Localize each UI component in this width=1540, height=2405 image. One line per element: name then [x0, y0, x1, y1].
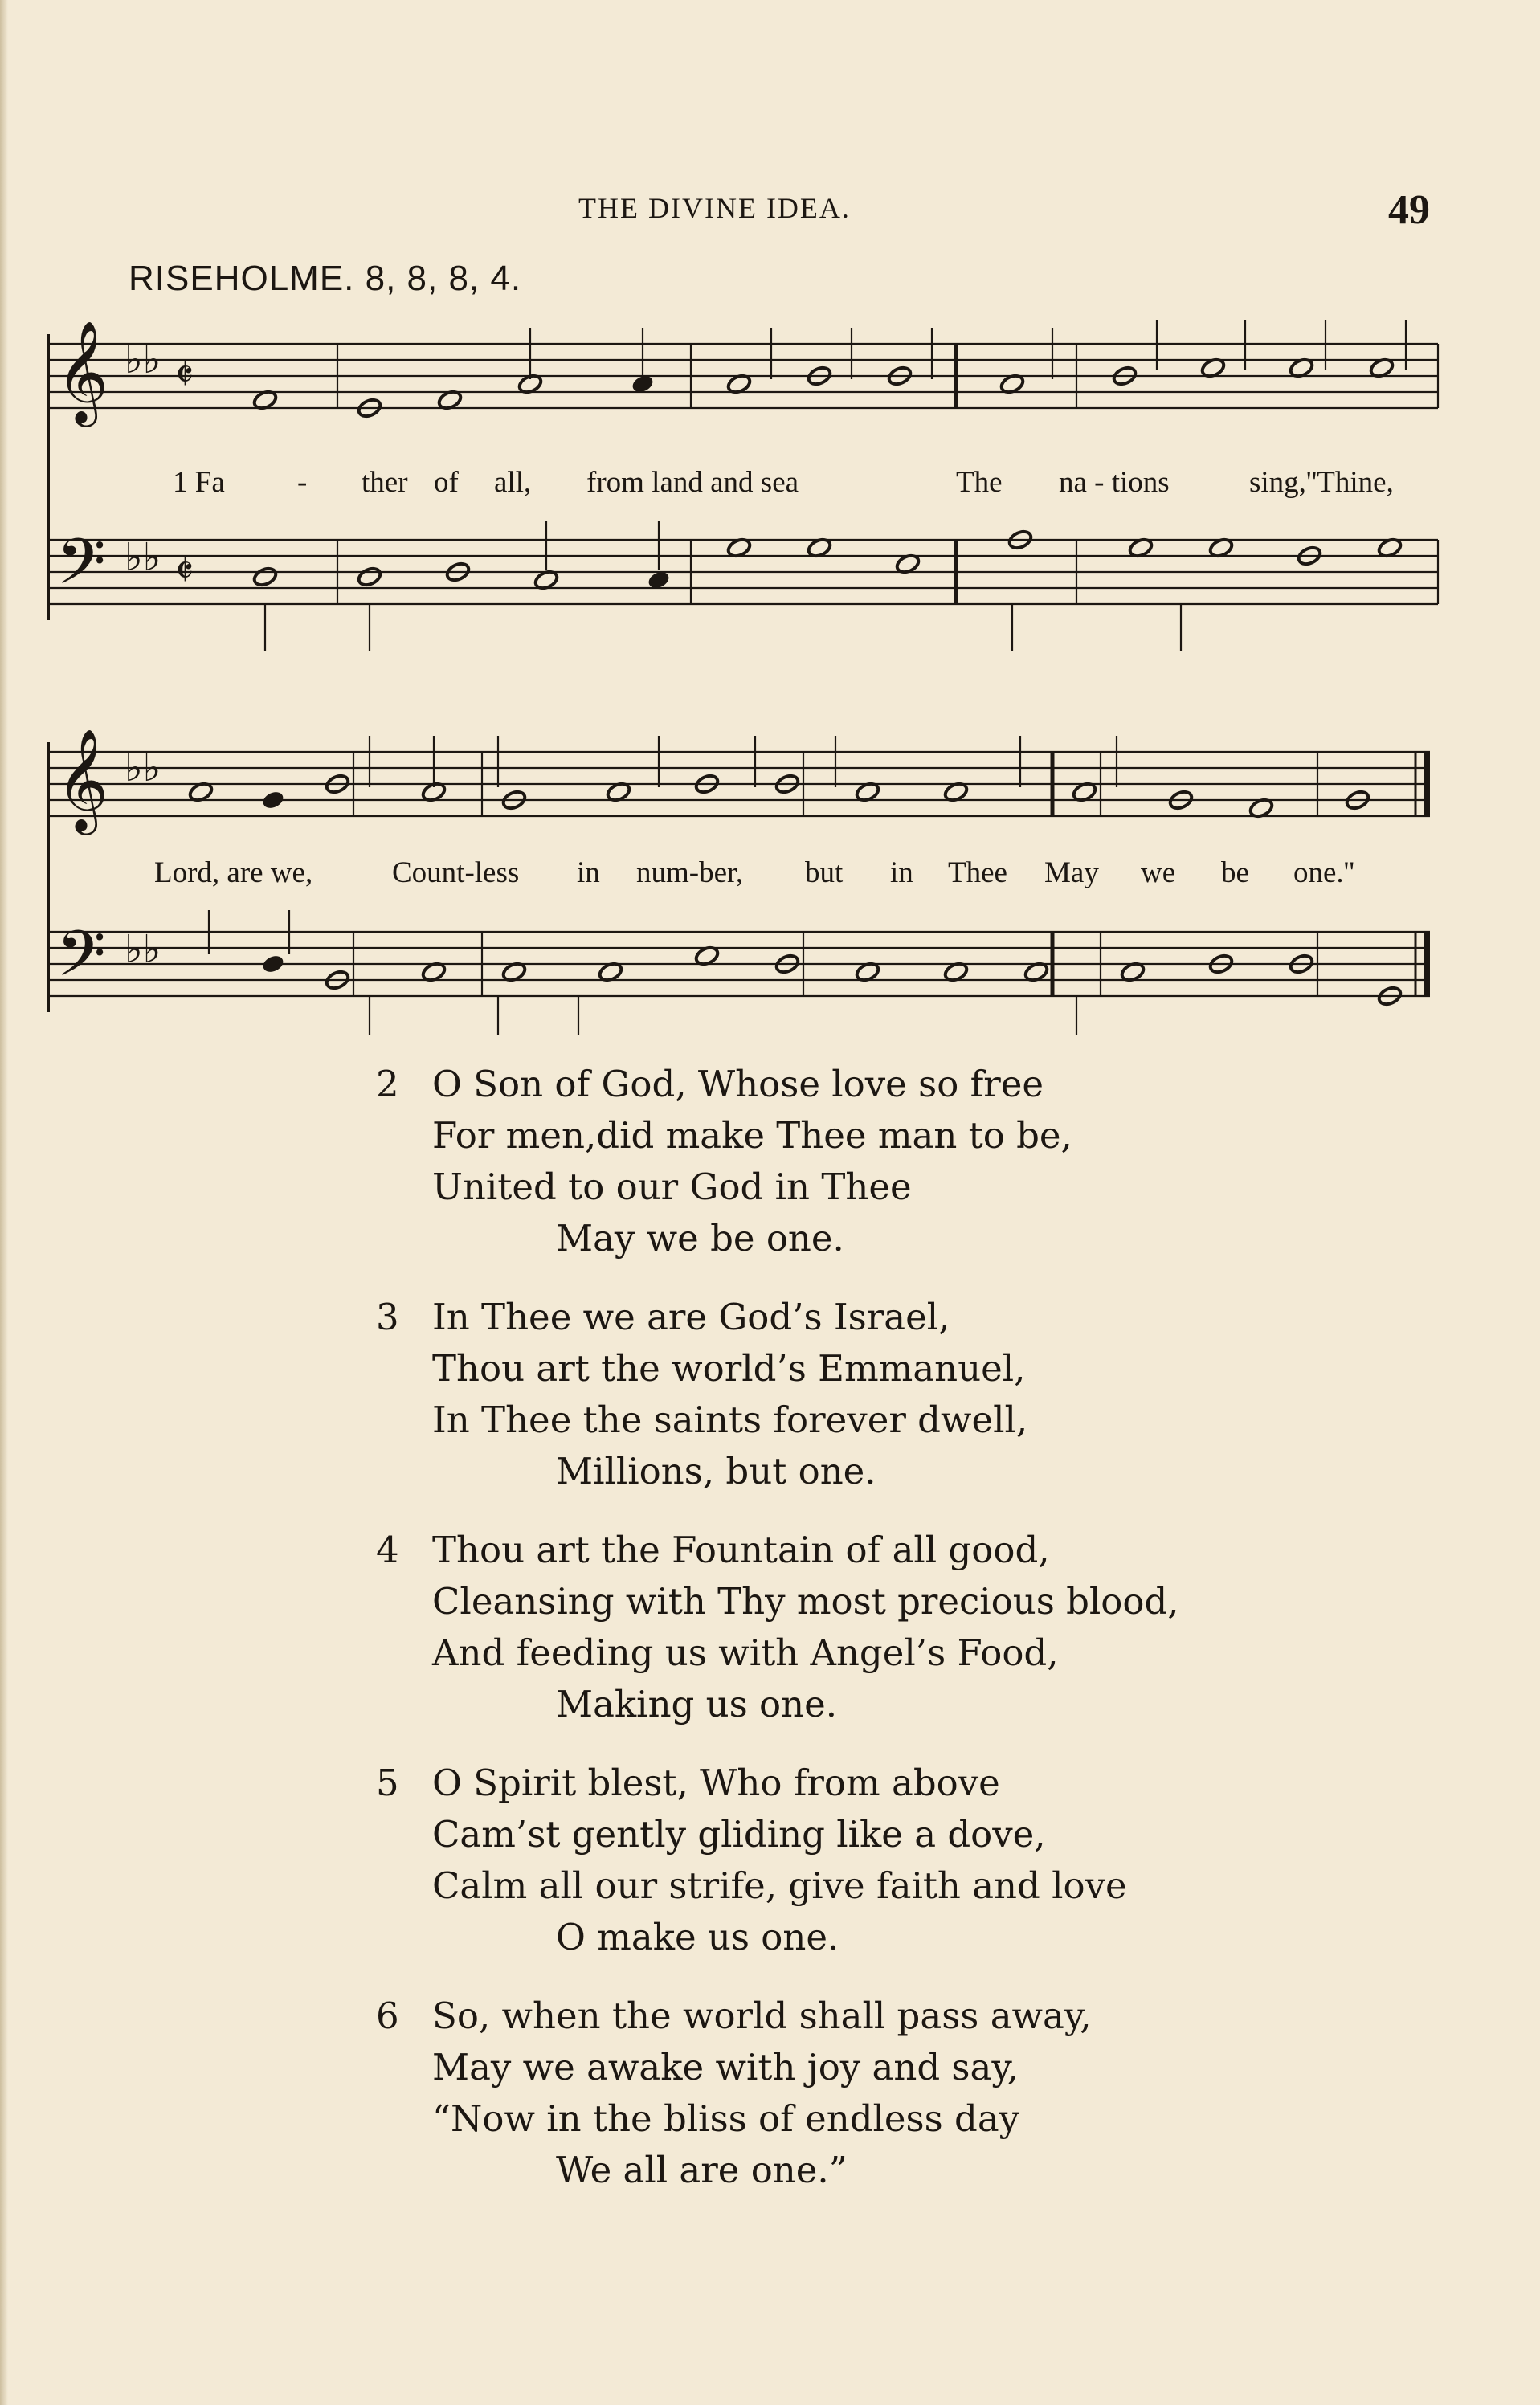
- lyric-syllable: Count-less: [392, 856, 520, 889]
- hymn-verses: [378, 1059, 1342, 2223]
- lyric-syllable: Lord, are we,: [154, 856, 313, 889]
- treble-staff: [48, 752, 1430, 816]
- lyric-syllable: from land and sea: [586, 466, 799, 499]
- music-score-2: [32, 713, 1462, 1043]
- page-edge: [0, 0, 8, 2405]
- verse-line: [378, 1758, 1342, 1809]
- verse-line: Thou art the world’s Emmanuel,: [432, 1347, 1026, 1390]
- key-signature-flats: ♭♭: [125, 337, 161, 382]
- verse-number: 3: [376, 1296, 399, 1338]
- verse-refrain: Millions, but one.: [556, 1450, 876, 1492]
- lyric-syllable: Thee: [948, 856, 1007, 889]
- verse-line: Calm all our strife, give faith and love: [432, 1864, 1127, 1907]
- treble-clef-icon: 𝄞: [56, 320, 109, 423]
- treble-clef-icon: 𝄞: [56, 728, 109, 831]
- page-number: 49: [1388, 187, 1430, 233]
- verse-text: In Thee we are God’s Israel,: [432, 1296, 950, 1338]
- bass-staff: [48, 932, 1430, 996]
- running-head: [0, 186, 1540, 235]
- lyric-syllable: May: [1044, 856, 1099, 889]
- lyric-syllable: 1 Fa: [173, 466, 225, 499]
- verse-number: 2: [376, 1063, 399, 1105]
- stanza-5: [378, 1758, 1342, 1963]
- verse-text: O Son of God, Whose love so free: [432, 1063, 1044, 1105]
- lyric-syllable: num-ber,: [636, 856, 744, 889]
- lyric-syllable: we: [1141, 856, 1176, 889]
- lyric-syllable: ther: [362, 466, 408, 499]
- lyric-syllable: in: [890, 856, 913, 889]
- stanza-3: [378, 1292, 1342, 1497]
- lyrics-line-2: [154, 856, 1354, 889]
- verse-text: Thou art the Fountain of all good,: [432, 1529, 1050, 1571]
- lyric-syllable: all,: [494, 466, 532, 499]
- verse-refrain: May we be one.: [556, 1217, 844, 1260]
- verse-line: Cam’st gently gliding like a dove,: [432, 1813, 1046, 1856]
- time-signature-icon: 𝄵: [175, 351, 194, 399]
- music-system-1: [32, 305, 1462, 675]
- lyric-syllable: be: [1221, 856, 1249, 889]
- lyric-syllable: na - tions: [1059, 466, 1170, 499]
- lyric-syllable: sing,''Thine,: [1249, 466, 1394, 499]
- lyric-syllable: but: [805, 856, 844, 889]
- key-signature-flats-bass: ♭♭: [125, 927, 161, 972]
- music-score-1: [32, 305, 1462, 675]
- verse-refrain: O make us one.: [556, 1916, 839, 1958]
- lyric-syllable: -: [297, 466, 308, 499]
- verse-line: For men,did make Thee man to be,: [432, 1114, 1072, 1157]
- verse-line: In Thee the saints forever dwell,: [432, 1398, 1028, 1441]
- verse-refrain: Making us one.: [556, 1683, 838, 1725]
- verse-line: “Now in the bliss of endless day: [432, 2097, 1020, 2140]
- stanza-4: [378, 1525, 1342, 1730]
- tune-title: RISEHOLME. 8, 8, 8, 4.: [129, 259, 522, 298]
- verse-number: 5: [376, 1762, 399, 1804]
- verse-line: Cleansing with Thy most precious blood,: [432, 1580, 1179, 1623]
- lyric-syllable: The: [956, 466, 1003, 499]
- music-system-2: [32, 713, 1462, 1043]
- time-signature-icon-bass: 𝄵: [175, 547, 194, 595]
- verse-number: 4: [376, 1529, 399, 1571]
- stanza-6: [378, 1991, 1342, 2196]
- lyrics-line-1: [173, 466, 1394, 499]
- verse-text: O Spirit blest, Who from above: [432, 1762, 1000, 1804]
- verse-line: [378, 1059, 1342, 1110]
- running-title: THE DIVINE IDEA.: [578, 192, 851, 224]
- verse-line: [378, 1292, 1342, 1343]
- key-signature-flats-bass: ♭♭: [125, 535, 161, 580]
- lyric-syllable: of: [434, 466, 459, 499]
- verse-text: So, when the world shall pass away,: [432, 1995, 1092, 2037]
- verse-line: May we awake with joy and say,: [432, 2046, 1019, 2089]
- verse-number: 6: [376, 1995, 399, 2037]
- key-signature-flats: ♭♭: [125, 745, 161, 790]
- verse-line: [378, 1991, 1342, 2042]
- verse-line: United to our God in Thee: [432, 1166, 912, 1208]
- verse-refrain: We all are one.”: [556, 2149, 848, 2191]
- lyric-syllable: in: [577, 856, 600, 889]
- lyric-syllable: one.'': [1293, 856, 1355, 889]
- verse-line: And feeding us with Angel’s Food,: [432, 1631, 1059, 1674]
- bass-clef-icon: 𝄢: [56, 525, 106, 615]
- stanza-2: [378, 1059, 1342, 1264]
- bass-clef-icon: 𝄢: [56, 917, 106, 1007]
- verse-line: [378, 1525, 1342, 1576]
- noteheads: [188, 773, 1403, 1007]
